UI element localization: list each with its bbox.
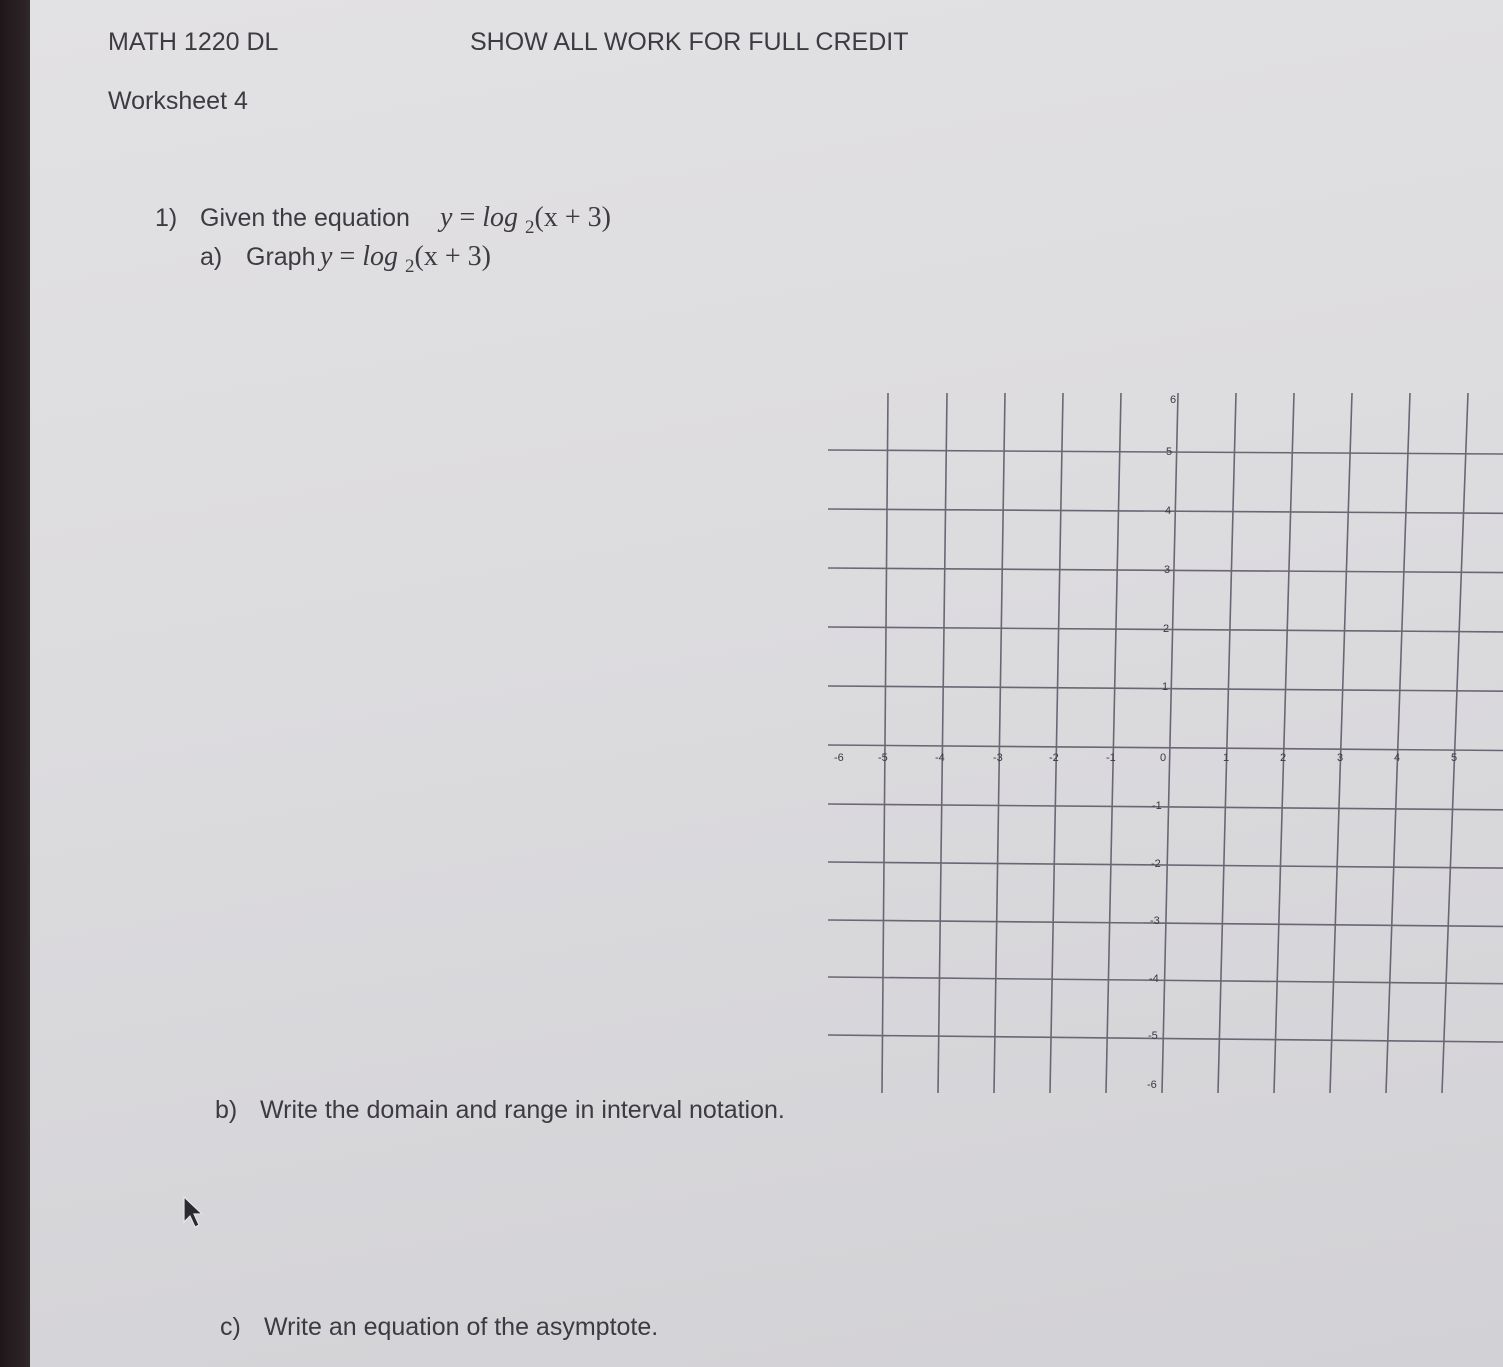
eq-y: y [320,241,333,272]
eq-equals: = [459,202,476,233]
x-tick-label: 0 [1160,752,1167,764]
y-tick-label: 1 [1162,681,1169,693]
grid-horizontal-line [828,745,1503,751]
part-b-text: Write the domain and range in interval notation. [260,1096,785,1124]
grid-vertical-line [1274,393,1294,1093]
eq-equals: = [339,241,356,272]
y-tick-label: -5 [1148,1030,1158,1042]
y-tick-label: 2 [1163,623,1170,635]
grid-vertical-line [1386,393,1410,1093]
y-tick-label: 6 [1170,394,1177,406]
grid-vertical-line [1330,393,1352,1093]
x-tick-label: -4 [935,752,945,764]
course-title: MATH 1220 DL [108,28,279,56]
part-c-text: Write an equation of the asymptote. [264,1313,659,1341]
y-tick-label: -6 [1147,1079,1157,1091]
instruction-banner: SHOW ALL WORK FOR FULL CREDIT [470,28,909,56]
x-tick-label: -5 [878,752,888,764]
y-tick-label: 3 [1164,564,1171,576]
eq-base: 2 [405,256,415,277]
problem-prompt: Given the equation [200,204,410,232]
eq-log: log [362,241,399,272]
x-tick-label: 1 [1223,752,1230,764]
y-tick-label: -1 [1152,800,1162,812]
y-tick-label: 4 [1165,505,1172,517]
grid-vertical-line [882,393,888,1093]
x-tick-label: -1 [1106,752,1116,764]
grid-horizontal-line [828,1035,1503,1042]
grid-vertical-line [994,393,1005,1093]
grid-horizontal-line [828,977,1503,984]
worksheet-title: Worksheet 4 [108,87,248,115]
part-b-label: b) [215,1096,238,1124]
problem-number: 1) [155,204,178,232]
x-tick-label: 2 [1280,752,1287,764]
x-tick-label: -3 [993,752,1003,764]
grid-vertical-line [1218,393,1236,1093]
part-a-text: Graph [246,243,316,271]
x-tick-label: 4 [1394,752,1401,764]
x-tick-label: 5 [1451,752,1458,764]
y-tick-label: 5 [1166,446,1173,458]
part-a-label: a) [200,243,223,271]
grid-vertical-line [1162,393,1178,1093]
equation [440,202,611,238]
eq-base: 2 [525,217,535,238]
coordinate-grid [820,385,1503,1100]
part-c-label: c) [220,1313,241,1341]
grid-vertical-line [938,393,947,1093]
mouse-pointer-icon [182,1196,206,1230]
eq-y: y [440,202,453,233]
y-tick-label: -3 [1150,915,1160,927]
eq-log: log [482,202,519,233]
part-a-equation [320,241,491,277]
x-tick-label: -2 [1049,752,1059,764]
eq-arg: (x + 3) [534,202,611,233]
x-tick-label: 3 [1337,752,1344,764]
x-tick-label: -6 [834,752,844,764]
y-tick-label: -2 [1151,858,1161,870]
grid-vertical-line [1050,393,1063,1093]
y-tick-label: -4 [1149,973,1159,985]
grid-vertical-line [1442,393,1468,1093]
eq-arg: (x + 3) [414,241,491,272]
grid-vertical-line [1106,393,1121,1093]
grid-horizontal-line [828,862,1503,868]
grid-horizontal-line [828,804,1503,810]
